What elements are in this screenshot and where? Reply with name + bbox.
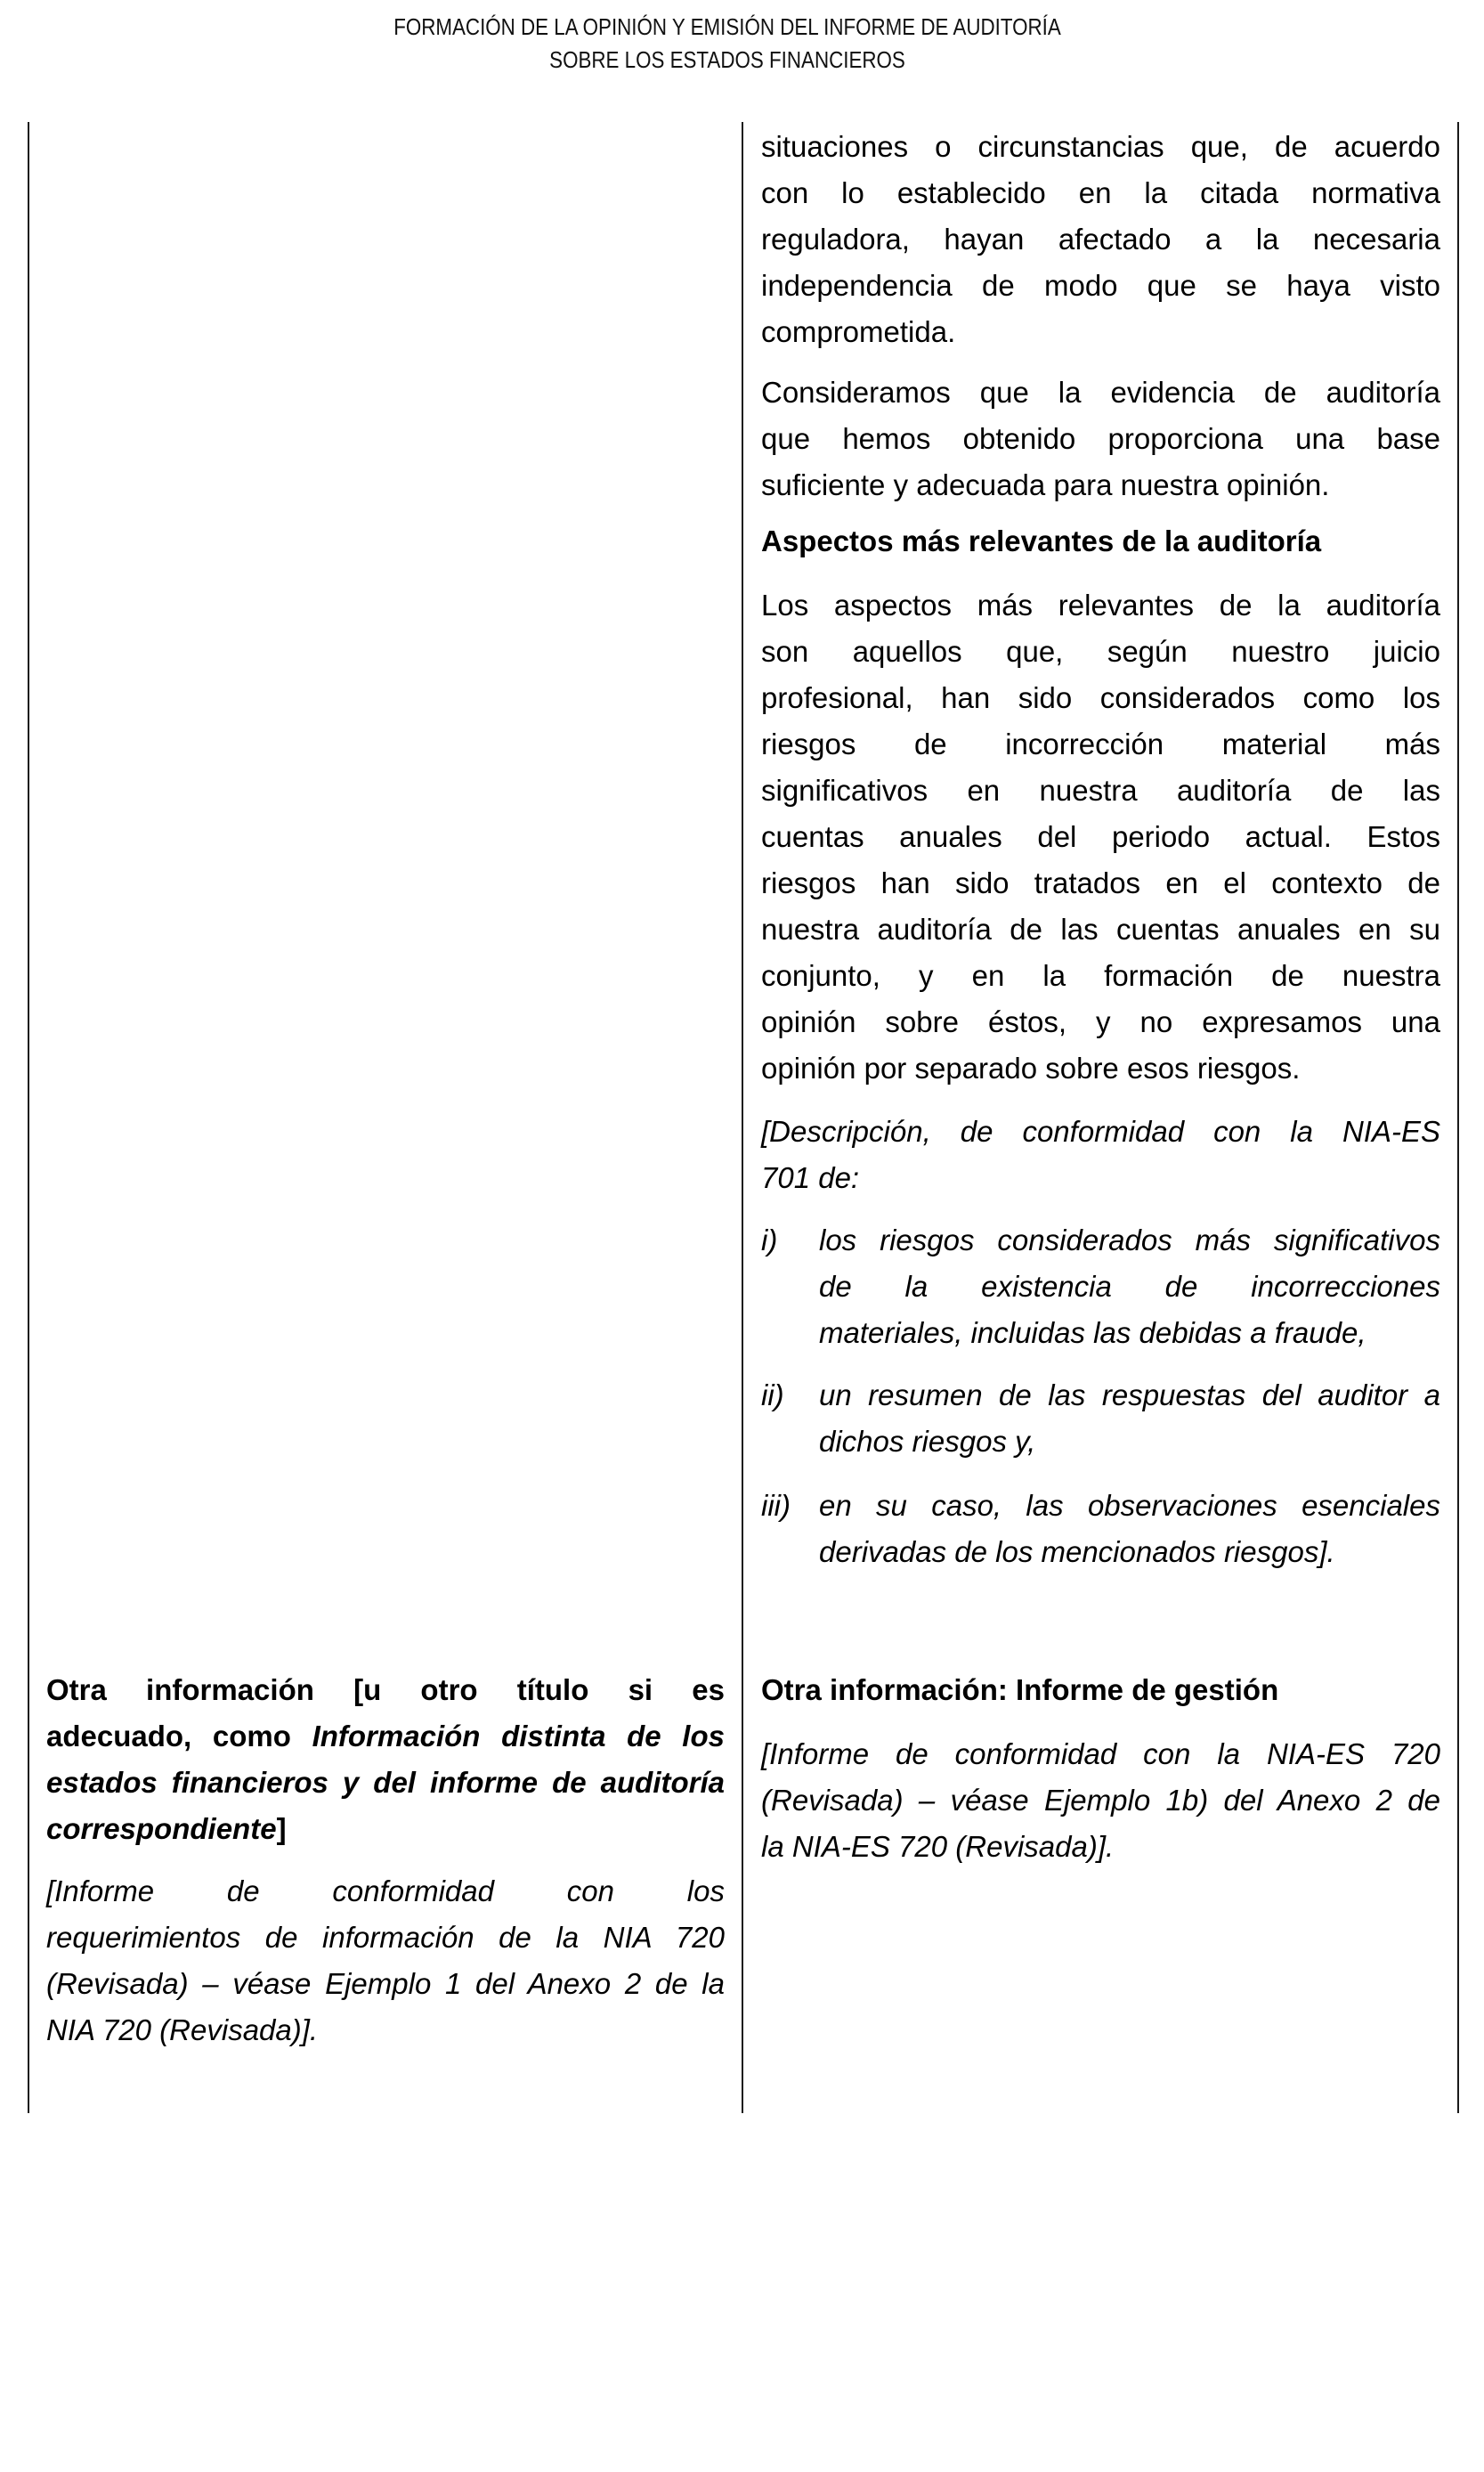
heading-text: ]	[276, 1812, 287, 1845]
text-line: situaciones o circunstancias que, de acuerdo	[761, 130, 1440, 163]
table-border-left	[28, 122, 29, 2113]
heading-other-information	[46, 1667, 725, 1852]
table-border-right	[1457, 122, 1459, 2113]
text-line: [Informe de conformidad con la NIA-ES 720	[761, 1737, 1440, 1770]
heading-text: adecuado, como	[46, 1720, 312, 1752]
list-marker: iii)	[761, 1489, 791, 1522]
header-line-1: FORMACIÓN DE LA OPINIÓN Y EMISIÓN DEL INFORME DE AUDITORÍA	[393, 13, 1061, 40]
text-line: riesgos de incorrección material más	[761, 728, 1440, 760]
text-line: que hemos obtenido proporciona una base	[761, 422, 1440, 455]
text-line: en su caso, las observaciones esenciales	[819, 1489, 1440, 1522]
text-line: son aquellos que, según nuestro juicio	[761, 635, 1440, 668]
text-line: [Descripción, de conformidad con la NIA-ES	[761, 1115, 1440, 1148]
table-border-middle	[742, 122, 743, 2113]
text-line: riesgos han sido tratados en el contexto de	[761, 866, 1440, 899]
list-item-i	[761, 1217, 1440, 1356]
text-line: profesional, han sido considerados como los	[761, 681, 1440, 714]
text-line: (Revisada) – véase Ejemplo 1 del Anexo 2 de la	[46, 1967, 725, 2000]
heading-key-audit-matters	[761, 518, 1440, 565]
text-line: la NIA-ES 720 (Revisada)].	[761, 1830, 1115, 1863]
section-heading: Aspectos más relevantes de la auditoría	[761, 524, 1322, 557]
list-marker: i)	[761, 1224, 778, 1256]
text-line: Otra información [u otro título si es	[46, 1673, 725, 1706]
section-heading: Otra información: Informe de gestión	[761, 1673, 1279, 1706]
text-line	[46, 1806, 725, 1852]
page-header	[0, 11, 1455, 77]
text-line: [Informe de conformidad con los	[46, 1874, 725, 1907]
text-line: estados financieros y del informe de auditoría	[46, 1766, 725, 1799]
text-line: NIA 720 (Revisada)].	[46, 2013, 319, 2046]
header-line-2: SOBRE LOS ESTADOS FINANCIEROS	[549, 46, 905, 73]
text-line: los riesgos considerados más significativos	[819, 1224, 1440, 1256]
text-line: reguladora, hayan afectado a la necesaria	[761, 223, 1440, 256]
paragraph-description-placeholder	[761, 1109, 1440, 1201]
list-marker: ii)	[761, 1378, 784, 1411]
paragraph-management-report	[761, 1731, 1440, 1870]
paragraph-other-info-report	[46, 1868, 725, 2053]
paragraph-evidence	[761, 370, 1440, 508]
text-line: cuentas anuales del periodo actual. Estos	[761, 820, 1440, 853]
heading-italic-text: Información distinta de los	[312, 1720, 725, 1752]
list-item-iii	[761, 1483, 1440, 1575]
text-line: suficiente y adecuada para nuestra opinión.	[761, 468, 1330, 501]
text-line	[46, 1713, 725, 1760]
text-line: de la existencia de incorrecciones	[819, 1270, 1440, 1303]
text-line: conjunto, y en la formación de nuestra	[761, 959, 1440, 992]
text-line: nuestra auditoría de las cuentas anuales en su	[761, 913, 1440, 946]
text-line: dichos riesgos y,	[819, 1425, 1036, 1458]
text-line: Consideramos que la evidencia de auditoría	[761, 376, 1440, 409]
heading-other-info-management-report	[761, 1667, 1440, 1713]
text-line: (Revisada) – véase Ejemplo 1b) del Anexo 2 de	[761, 1784, 1440, 1817]
text-line: requerimientos de información de la NIA 720	[46, 1921, 725, 1954]
text-line: con lo establecido en la citada normativa	[761, 176, 1440, 209]
paragraph-key-audit-matters	[761, 582, 1440, 1092]
text-line: 701 de:	[761, 1161, 860, 1194]
list-item-ii	[761, 1372, 1440, 1465]
text-line: opinión por separado sobre esos riesgos.	[761, 1052, 1301, 1085]
text-line: opinión sobre éstos, y no expresamos una	[761, 1005, 1440, 1038]
text-line: comprometida.	[761, 315, 956, 348]
text-line: derivadas de los mencionados riesgos].	[819, 1535, 1335, 1568]
text-line: materiales, incluidas las debidas a fraude,	[819, 1316, 1366, 1349]
text-line: independencia de modo que se haya visto	[761, 269, 1440, 302]
paragraph-independence	[761, 124, 1440, 355]
heading-italic-text: correspondiente	[46, 1812, 277, 1845]
text-line: significativos en nuestra auditoría de las	[761, 774, 1440, 807]
text-line: un resumen de las respuestas del auditor a	[819, 1378, 1440, 1411]
text-line: Los aspectos más relevantes de la auditoría	[761, 589, 1440, 622]
